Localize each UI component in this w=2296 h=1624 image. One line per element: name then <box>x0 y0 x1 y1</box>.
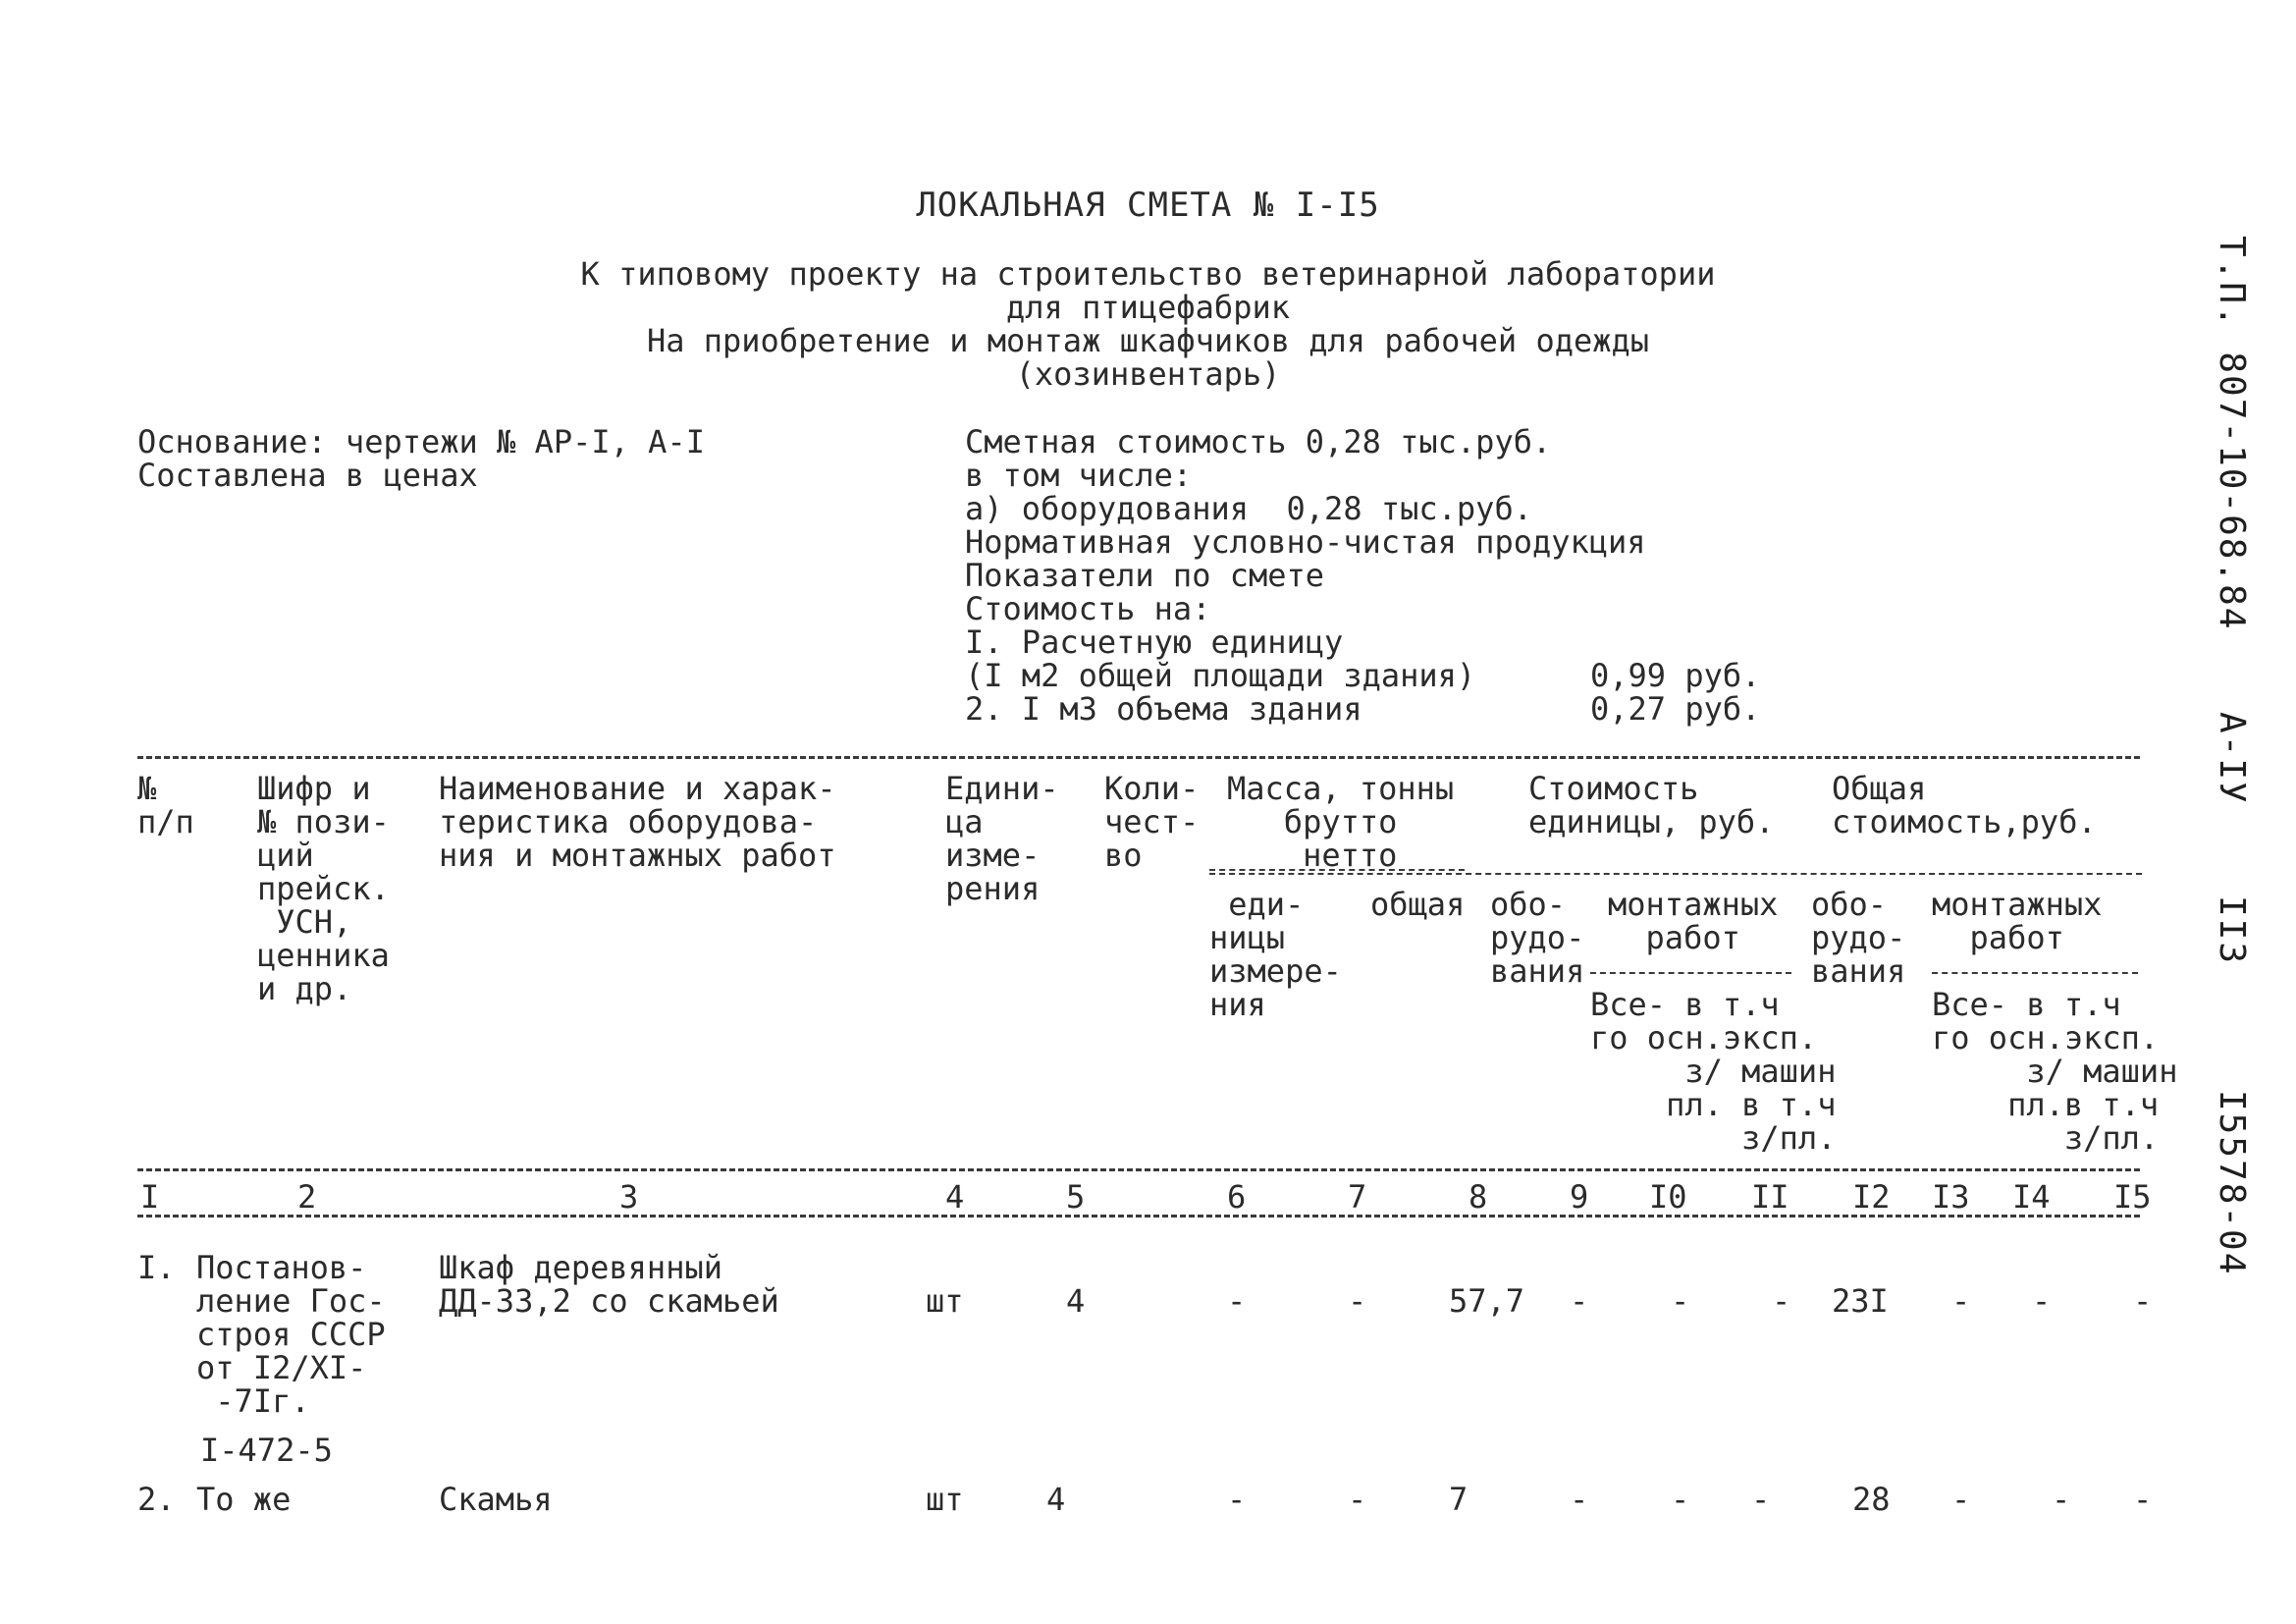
header-quantity: Коли- чест- во <box>1104 770 1200 874</box>
column-number-3: 3 <box>619 1178 639 1216</box>
normative-product: Нормативная условно-чистая продукция <box>965 523 1646 561</box>
column-number-11: II <box>1751 1178 1789 1216</box>
column-number-9: 9 <box>1570 1178 1589 1216</box>
row2-unit-install-total: - <box>1570 1481 1589 1518</box>
side-page: II3 <box>2212 895 2252 966</box>
row1-mass-total: - <box>1348 1282 1367 1320</box>
column-number-5: 5 <box>1066 1178 1086 1216</box>
column-numbers-rule <box>137 1215 2140 1218</box>
basis-prices: Составлена в ценах <box>137 457 478 494</box>
estimate-title: ЛОКАЛЬНАЯ СМЕТА № I-I5 <box>916 186 1380 225</box>
row1-number: I. <box>137 1249 176 1286</box>
basis-drawings: Основание: чертежи № АР-I, А-I <box>137 423 705 460</box>
column-number-4: 4 <box>945 1178 965 1216</box>
row2-mass-unit: - <box>1227 1481 1247 1518</box>
header-code: Шифр и № пози- ций прейск. УСН, ценника и др. <box>257 770 390 1007</box>
cost-on-label: Стоимость на: <box>965 590 1211 627</box>
total-install-rule <box>1932 972 2138 974</box>
row1-unit-install-wages: - <box>1671 1282 1690 1320</box>
column-number-12: I2 <box>1852 1178 1891 1216</box>
header-total-installation: монтажных работ <box>1932 886 2103 956</box>
side-project-code: Т.П. 807-10-68.84 <box>2212 236 2252 631</box>
header-unit-equipment: обо- рудо- вания <box>1490 886 1585 990</box>
unit-install-rule <box>1590 972 1791 974</box>
row1-unit-install-total: - <box>1570 1282 1589 1320</box>
equipment-cost: а) оборудования 0,28 тыс.руб. <box>965 490 1532 527</box>
row2-total-install: - <box>1951 1481 1971 1518</box>
column-number-15: I5 <box>2113 1178 2152 1216</box>
row1-total-install-wages: - <box>2032 1282 2052 1320</box>
unit-calc-label: I. Расчетную единицу <box>965 623 1344 661</box>
header-mass-total: общая <box>1370 886 1466 923</box>
table-top-rule <box>137 756 2140 759</box>
row2-number: 2. <box>137 1481 176 1518</box>
subtitle-purpose: На приобретение и монтаж шкафчиков для рабочей одежды <box>646 322 1650 359</box>
row2-total-equip-cost: 28 <box>1852 1481 1891 1518</box>
subtitle-project: К типовому проекту на строительство ветеринарной лаборатории <box>580 255 1716 293</box>
row2-unit-install-wages: - <box>1671 1481 1690 1518</box>
row2-name: Скамья <box>439 1481 553 1518</box>
header-unit-installation: монтажных работ <box>1608 886 1779 956</box>
header-name: Наименование и харак- теристика оборудова- ния и монтажных работ <box>439 770 836 874</box>
row2-total-install-wages: - <box>2052 1481 2071 1518</box>
row1-code-extra: I-472-5 <box>200 1432 333 1469</box>
row1-code: Постанов- ление Гос- строя СССР от I2/XI- -7Iг. <box>196 1249 386 1420</box>
row1-total-install: - <box>1951 1282 1971 1320</box>
header-total-equipment: обо- рудо- вания <box>1811 886 1906 990</box>
row2-unit-equip-cost: 7 <box>1449 1481 1468 1518</box>
including-label: в том числе: <box>965 457 1193 494</box>
header-bottom-rule <box>137 1168 2140 1171</box>
subtitle-poultry: для птицефабрик <box>1006 289 1290 326</box>
row1-mass-unit: - <box>1227 1282 1247 1320</box>
row2-quantity: 4 <box>1046 1481 1066 1518</box>
header-total-cost: Общая стоимость,руб. <box>1832 770 2097 840</box>
column-number-13: I3 <box>1932 1178 1970 1216</box>
indicators-label: Показатели по смете <box>965 557 1325 594</box>
estimated-cost: Сметная стоимость 0,28 тыс.руб. <box>965 423 1552 460</box>
row1-unit: шт <box>926 1282 964 1320</box>
header-total-install-sub: Все- в т.ч го осн.эксп. з/ машин пл.в т.ч з/пл. <box>1932 986 2178 1157</box>
row2-total-install-machines: - <box>2133 1481 2153 1518</box>
row1-unit-install-machines: - <box>1772 1282 1791 1320</box>
volume-value: 0,27 руб. <box>1590 690 1761 728</box>
row1-quantity: 4 <box>1066 1282 1086 1320</box>
side-album: А-IУ <box>2212 712 2252 805</box>
area-value: 0,99 руб. <box>1590 657 1761 694</box>
row1-total-equip-cost: 23I <box>1832 1282 1889 1320</box>
column-number-1: I <box>140 1178 160 1216</box>
row1-name: Шкаф деревянный ДД-33,2 со скамьей <box>439 1249 779 1320</box>
header-unit: Едини- ца изме- рения <box>945 770 1059 907</box>
row2-unit: шт <box>926 1481 964 1518</box>
row2-code: То же <box>196 1481 292 1518</box>
header-unit-cost: Стоимость единицы, руб. <box>1528 770 1775 840</box>
column-number-14: I4 <box>2012 1178 2051 1216</box>
header-row-number: № п/п <box>137 770 194 840</box>
header-mass: Масса, тонны брутто нетто <box>1227 770 1455 874</box>
row2-mass-total: - <box>1348 1481 1367 1518</box>
side-inventory-number: I5578-04 <box>2212 1090 2252 1276</box>
column-number-10: I0 <box>1649 1178 1687 1216</box>
row1-unit-equip-cost: 57,7 <box>1449 1282 1525 1320</box>
header-mass-unit: еди- ницы измере- ния <box>1209 886 1342 1023</box>
column-number-2: 2 <box>297 1178 317 1216</box>
row1-total-install-machines: - <box>2133 1282 2153 1320</box>
column-number-6: 6 <box>1227 1178 1247 1216</box>
area-label: (I м2 общей площади здания) <box>965 657 1476 694</box>
subtitle-category: (хозинвентарь) <box>1015 355 1281 393</box>
column-number-8: 8 <box>1468 1178 1488 1216</box>
header-unit-install-sub: Все- в т.ч го осн.эксп. з/ машин пл. в т.ч з/пл. <box>1590 986 1837 1157</box>
column-number-7: 7 <box>1348 1178 1367 1216</box>
volume-label: 2. I м3 объема здания <box>965 690 1362 728</box>
row2-unit-install-machines: - <box>1751 1481 1771 1518</box>
